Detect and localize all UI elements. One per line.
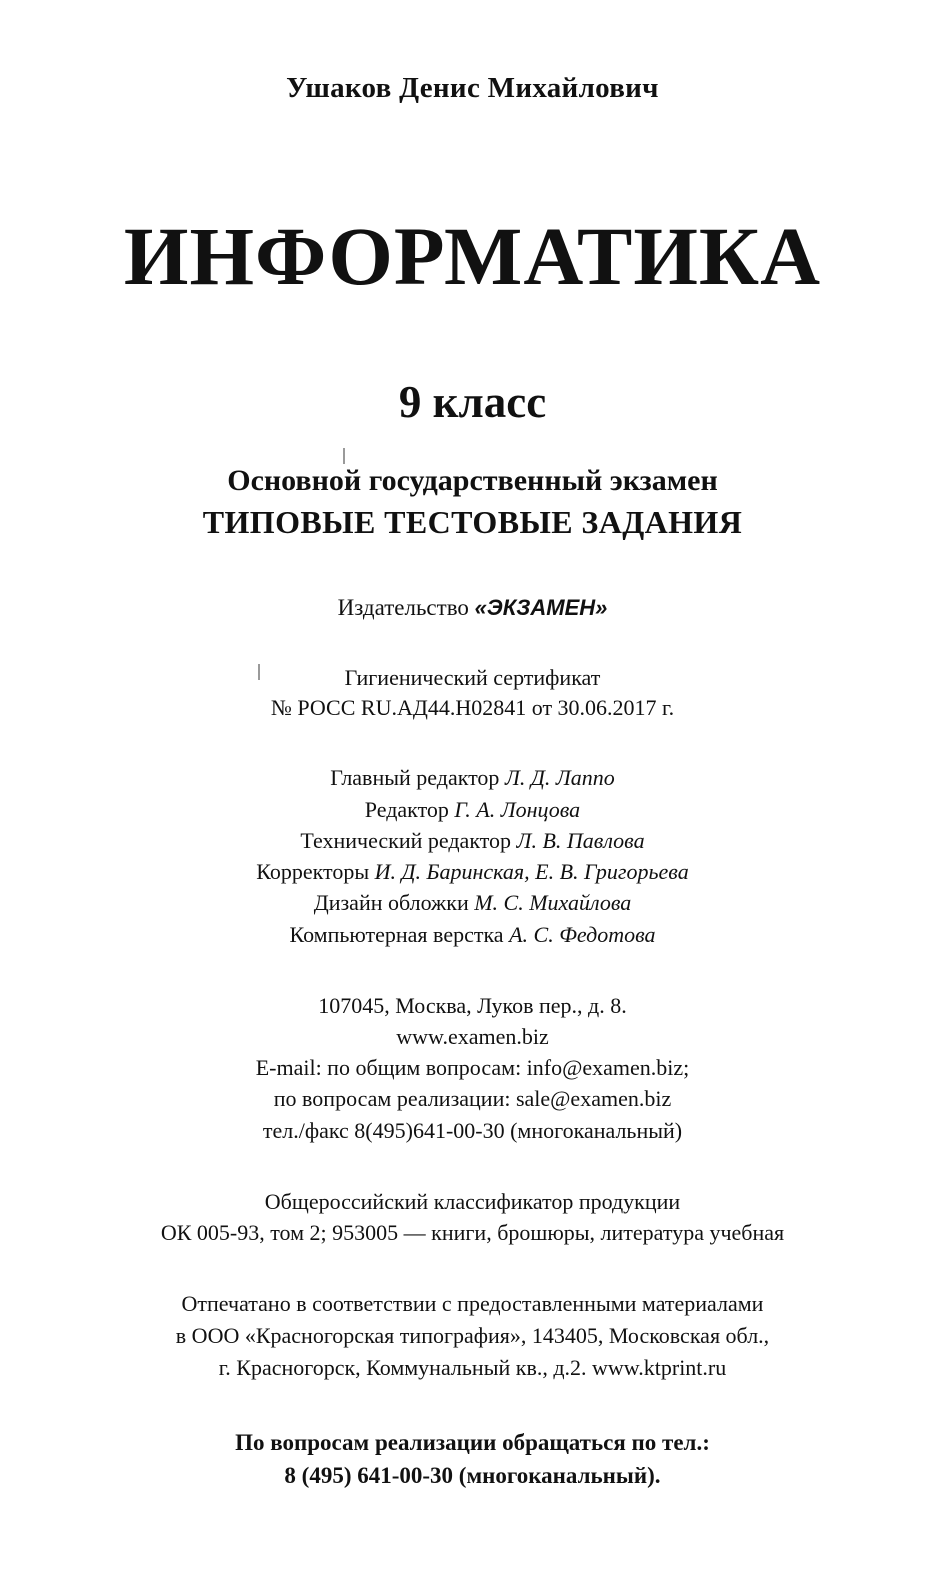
- printing-house-block: [60, 1288, 885, 1384]
- certificate-line-1: Гигиенический сертификат: [344, 665, 601, 690]
- classifier-line-2: ОК 005-93, том 2; 953005 — книги, брошюры, литература учебная: [160, 1220, 785, 1246]
- credit-role: Корректоры: [256, 859, 370, 885]
- credit-name: Л. Д. Лаппо: [504, 765, 615, 791]
- credit-name: Л. В. Павлова: [516, 827, 645, 853]
- printed-line-3: г. Красногорск, Коммунальный кв., д.2. www.ktprint.ru: [218, 1355, 727, 1381]
- publisher-prefix: Издательство: [337, 595, 469, 620]
- email-sales-line: по вопросам реализации: sale@examen.biz: [273, 1086, 672, 1112]
- credit-name: Г. А. Лонцова: [454, 796, 581, 822]
- credit-row: [60, 794, 885, 825]
- credit-row: [60, 887, 885, 918]
- sales-notice-block: [60, 1426, 885, 1493]
- credit-row: [60, 856, 885, 887]
- credit-row: [60, 825, 885, 856]
- credit-name: М. С. Михайлова: [474, 890, 632, 916]
- print-artifact-mark-lower: [258, 664, 260, 680]
- sales-notice-line-2: 8 (495) 641-00-30 (многоканальный).: [284, 1463, 661, 1489]
- printed-line-2: в ООО «Красногорская типография», 143405, Московская обл.,: [175, 1323, 770, 1349]
- credit-row: [60, 919, 885, 950]
- credit-role: Компьютерная верстка: [289, 921, 504, 947]
- classifier-line-1: Общероссийский классификатор продукции: [264, 1188, 681, 1214]
- credit-role: Дизайн обложки: [313, 890, 469, 916]
- credit-role: Главный редактор: [330, 765, 500, 791]
- credit-name: И. Д. Баринская, Е. В. Григорьева: [374, 859, 689, 885]
- credit-role: Редактор: [364, 796, 449, 822]
- sales-notice-line-1: По вопросам реализации обращаться по тел.:: [235, 1430, 710, 1456]
- contacts-block: [60, 990, 885, 1146]
- product-classifier-block: [60, 1186, 885, 1248]
- phone-line: тел./факс 8(495)641-00-30 (многоканальный): [262, 1117, 683, 1143]
- certificate-line-2: № РОСС RU.АД44.Н02841 от 30.06.2017 г.: [270, 694, 675, 720]
- exam-subtitle: Основной государственный экзамен: [227, 464, 718, 497]
- postal-address: 107045, Москва, Луков пер., д. 8.: [318, 992, 627, 1018]
- publisher-name: «ЭКЗАМЕН»: [474, 595, 608, 620]
- credit-role: Технический редактор: [300, 827, 512, 853]
- credits-block: [60, 762, 885, 949]
- book-imprint-page: [0, 72, 945, 1572]
- book-title: ИНФОРМАТИКА: [123, 210, 822, 302]
- website-line: www.examen.biz: [396, 1024, 549, 1050]
- email-general-line: E-mail: по общим вопросам: info@examen.biz;: [255, 1055, 690, 1081]
- author-name: Ушаков Денис Михайлович: [286, 72, 659, 104]
- grade-label: 9 класс: [398, 377, 547, 427]
- credit-name: А. С. Федотова: [509, 921, 656, 947]
- print-artifact-mark-upper: [343, 448, 345, 464]
- exam-series: ТИПОВЫЕ ТЕСТОВЫЕ ЗАДАНИЯ: [202, 504, 743, 540]
- printed-line-1: Отпечатано в соответствии с предоставленными материалами: [181, 1291, 764, 1317]
- credit-row: [60, 762, 885, 793]
- publisher-line: [60, 595, 885, 621]
- hygiene-certificate: [60, 663, 885, 722]
